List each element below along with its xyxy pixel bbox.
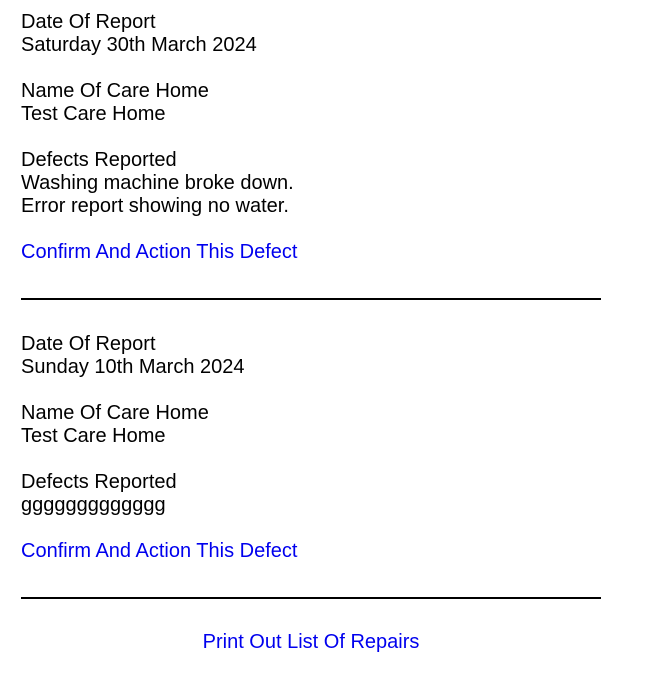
print-repairs-list-link[interactable]: Print Out List Of Repairs: [202, 631, 420, 653]
care-home-name-label: Name Of Care Home: [21, 80, 209, 102]
report-divider: [21, 597, 601, 599]
print-section: [21, 631, 601, 654]
defects-reported-label: Defects Reported: [21, 471, 177, 493]
defect-report-card: [21, 300, 601, 599]
defect-description-line: Error report showing no water.: [21, 195, 289, 217]
confirm-action-defect-link[interactable]: Confirm And Action This Defect: [21, 241, 298, 263]
date-of-report-value: Sunday 10th March 2024: [21, 356, 245, 378]
confirm-action-defect-link[interactable]: Confirm And Action This Defect: [21, 540, 298, 562]
care-home-name-value: Test Care Home: [21, 103, 166, 125]
defect-description-line: Washing machine broke down.: [21, 172, 294, 194]
defects-reported-label: Defects Reported: [21, 149, 177, 171]
defect-report-card: [21, 11, 601, 300]
defect-description-line: ggggggggggggg: [21, 494, 166, 516]
defect-reports-list: [21, 11, 601, 654]
date-of-report-value: Saturday 30th March 2024: [21, 34, 257, 56]
date-of-report-label: Date Of Report: [21, 333, 156, 355]
care-home-name-label: Name Of Care Home: [21, 402, 209, 424]
care-home-name-value: Test Care Home: [21, 425, 166, 447]
date-of-report-label: Date Of Report: [21, 11, 156, 33]
